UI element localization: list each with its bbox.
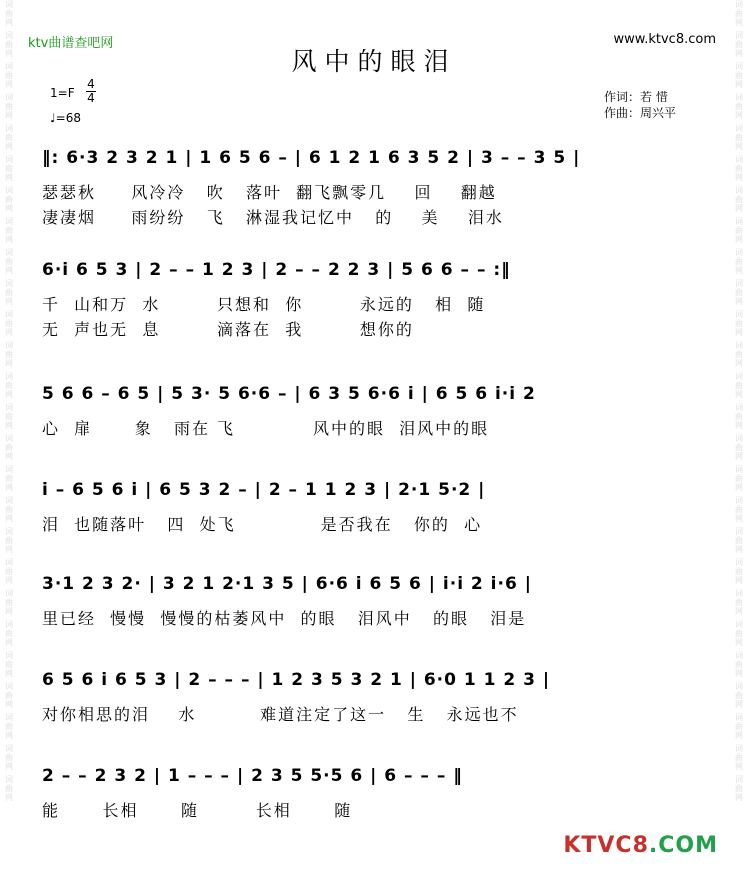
notation-row: 6·i 6 5 3 | 2 – – 1 2 3 | 2 – – 2 2 3 | 5 6 6 – – :‖ xyxy=(42,260,511,280)
side-watermark-glyph: 词 曲 网 xyxy=(5,124,13,151)
side-watermark-glyph: 词 曲 网 xyxy=(5,279,13,306)
lyricist-credit: 作词：若 惜 xyxy=(604,90,668,104)
side-watermark-glyph: 词 曲 网 xyxy=(5,403,13,430)
side-watermark-glyph: 词 曲 网 xyxy=(5,186,13,213)
lyric-row: 瑟瑟秋 风冷冷 吹 落叶 翻飞飘零几 回 翻越 xyxy=(42,183,497,202)
side-watermark-glyph: 词 曲 网 xyxy=(5,558,13,585)
side-watermark-glyph: 词 曲 网 xyxy=(5,589,13,616)
side-watermark-glyph: 词 曲 网 xyxy=(5,372,13,399)
side-watermark-glyph: 词 曲 网 xyxy=(5,31,13,58)
brand-logo-domain: .COM xyxy=(648,833,718,858)
side-watermark-glyph: 词 曲 网 xyxy=(5,527,13,554)
lyric-row: 无 声也无 息 滴落在 我 想你的 xyxy=(42,320,414,339)
side-watermark-glyph: 词 曲 网 xyxy=(735,403,743,430)
side-watermark-glyph: 词 曲 网 xyxy=(735,465,743,492)
side-watermark-glyph: 词 曲 网 xyxy=(735,744,743,771)
side-watermark-glyph: 词 曲 网 xyxy=(735,310,743,337)
notation-row: 2 – – 2 3 2 | 1 – – – | 2 3 5 5·5 6 | 6 – – – ‖ xyxy=(42,766,463,786)
lyric-row: 千 山和万 水 只想和 你 永远的 相 随 xyxy=(42,295,486,314)
side-watermark-glyph: 词 曲 网 xyxy=(5,93,13,120)
time-signature-top: 4 xyxy=(87,77,95,91)
notation-row: 6 5 6 i 6 5 3 | 2 – – – | 1 2 3 5 3 2 1 | 6·0 1 1 2 3 | xyxy=(42,670,551,690)
side-watermark-glyph: 词 曲 网 xyxy=(735,558,743,585)
side-watermark-glyph: 词 曲 网 xyxy=(735,62,743,89)
side-watermark-glyph: 词 曲 网 xyxy=(735,651,743,678)
tempo-marking: ♩=68 xyxy=(50,111,81,125)
side-watermark-glyph: 词 曲 网 xyxy=(735,372,743,399)
site-brand-top[interactable]: ktv曲谱查吧网 xyxy=(28,36,114,51)
side-watermark-glyph: 词 曲 网 xyxy=(735,775,743,802)
side-watermark-glyph: 词 曲 网 xyxy=(735,0,743,27)
lyric-row: 里已经 慢慢 慢慢的枯萎风中 的眼 泪风中 的眼 泪是 xyxy=(42,609,527,628)
side-watermark-glyph: 词 曲 网 xyxy=(5,341,13,368)
lyric-row: 心 扉 象 雨在 飞 风中的眼 泪风中的眼 xyxy=(42,419,490,438)
side-watermark-glyph: 词 曲 网 xyxy=(5,310,13,337)
site-url[interactable]: www.ktvc8.com xyxy=(613,32,716,47)
side-watermark-glyph: 词 曲 网 xyxy=(5,217,13,244)
side-watermark-glyph: 词 曲 网 xyxy=(5,62,13,89)
side-watermark-glyph: 词 曲 网 xyxy=(5,465,13,492)
time-signature-bottom: 4 xyxy=(87,91,95,105)
side-watermark-glyph: 词 曲 网 xyxy=(735,186,743,213)
side-watermark-glyph: 词 曲 网 xyxy=(5,155,13,182)
notation-row: 5 6 6 – 6 5 | 5 3· 5 6·6 – | 6 3 5 6·6 i | 6 5 6 i·i 2 xyxy=(42,384,536,404)
brand-logo-text: KTVC8 xyxy=(563,833,649,858)
side-watermark-glyph: 词 曲 网 xyxy=(735,589,743,616)
side-watermark-glyph: 词 曲 网 xyxy=(5,0,13,27)
side-watermark-glyph: 词 曲 网 xyxy=(735,217,743,244)
side-watermark-glyph: 词 曲 网 xyxy=(5,713,13,740)
lyric-row: 凄凄烟 雨纷纷 飞 淋湿我记忆中 的 美 泪水 xyxy=(42,208,504,227)
notation-row: ‖: 6·3 2 3 2 1 | 1 6 5 6 – | 6 1 2 1 6 3 5 2 | 3 – – 3 5 | xyxy=(42,148,581,168)
site-brand-bottom[interactable] xyxy=(563,833,718,858)
side-watermark-glyph: 词 曲 网 xyxy=(735,620,743,647)
side-watermark-glyph: 词 曲 网 xyxy=(735,713,743,740)
side-watermark-glyph: 词 曲 网 xyxy=(5,651,13,678)
side-watermark-glyph: 词 曲 网 xyxy=(5,775,13,802)
lyric-row: 对你相思的泪 水 难道注定了这一 生 永远也不 xyxy=(42,705,519,724)
side-watermark-glyph: 词 曲 网 xyxy=(735,434,743,461)
key-signature: 1=F xyxy=(50,86,75,100)
side-watermark-glyph: 词 曲 网 xyxy=(5,682,13,709)
song-title: 风中的眼泪 xyxy=(291,47,457,76)
lyric-row: 泪 也随落叶 四 处飞 是否我在 你的 心 xyxy=(42,515,483,534)
side-watermark-glyph: 词 曲 网 xyxy=(735,31,743,58)
side-watermark-glyph: 词 曲 网 xyxy=(5,496,13,523)
side-watermark-right xyxy=(730,0,748,885)
side-watermark-glyph: 词 曲 网 xyxy=(735,279,743,306)
notation-row: 3·1 2 3 2· | 3 2 1 2·1 3 5 | 6·6 i 6 5 6 | i·i 2 i·6 | xyxy=(42,574,532,594)
side-watermark-glyph: 词 曲 网 xyxy=(5,434,13,461)
composer-credit: 作曲：周兴平 xyxy=(604,106,677,120)
lyric-row: 能 长相 随 长相 随 xyxy=(42,801,353,820)
side-watermark-glyph: 词 曲 网 xyxy=(735,527,743,554)
side-watermark-left xyxy=(0,0,18,885)
side-watermark-glyph: 词 曲 网 xyxy=(5,620,13,647)
side-watermark-glyph: 词 曲 网 xyxy=(5,248,13,275)
notation-row: i – 6 5 6 i | 6 5 3 2 – | 2 – 1 1 2 3 | 2·1 5·2 | xyxy=(42,480,486,500)
side-watermark-glyph: 词 曲 网 xyxy=(735,124,743,151)
side-watermark-glyph: 词 曲 网 xyxy=(735,341,743,368)
side-watermark-glyph: 词 曲 网 xyxy=(735,248,743,275)
side-watermark-glyph: 词 曲 网 xyxy=(735,93,743,120)
side-watermark-glyph: 词 曲 网 xyxy=(735,496,743,523)
time-signature xyxy=(86,78,96,105)
side-watermark-glyph: 词 曲 网 xyxy=(735,682,743,709)
side-watermark-glyph: 词 曲 网 xyxy=(735,155,743,182)
side-watermark-glyph: 词 曲 网 xyxy=(5,744,13,771)
